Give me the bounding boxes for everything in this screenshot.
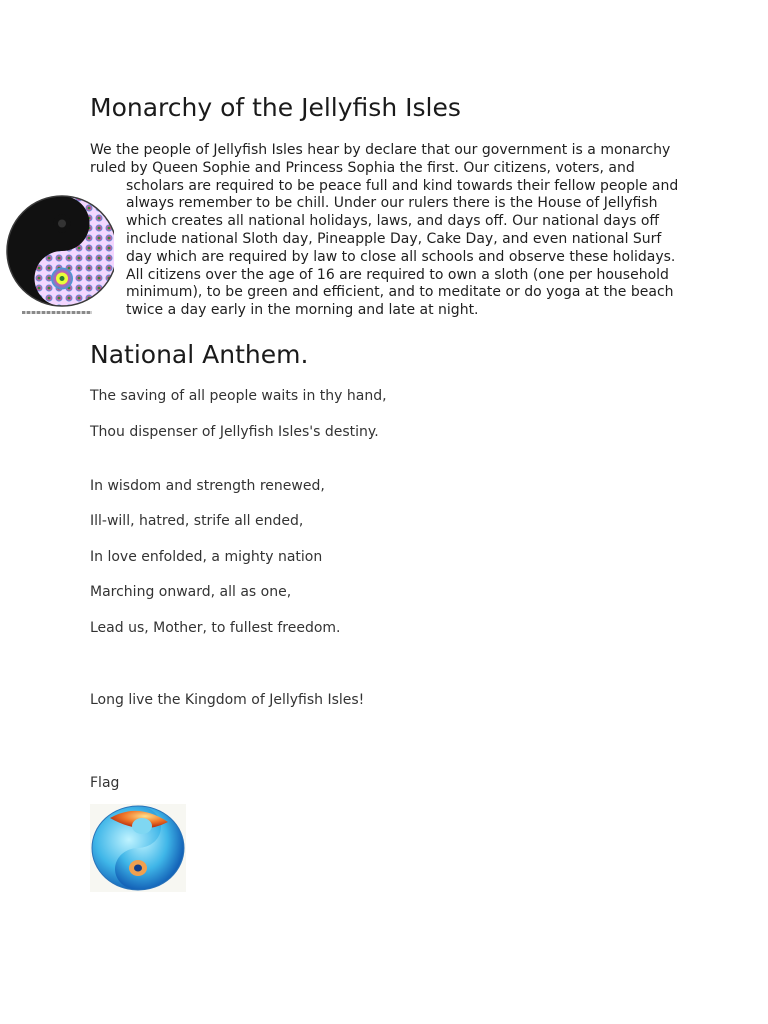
intro-line: which creates all national holidays, laws, and days off. Our national days off (126, 213, 660, 230)
intro-line: always remember to be chill. Under our rulers there is the House of Jellyfish (126, 195, 658, 212)
intro-line: We the people of Jellyfish Isles hear by declare that our government is a monarchy (90, 142, 671, 158)
intro-line: twice a day early in the morning and late at night. (126, 302, 479, 319)
anthem-line: Thou dispenser of Jellyfish Isles's destiny. (90, 424, 379, 440)
intro-line: day which are required by law to close all schools and observe these holidays. (126, 248, 676, 265)
anthem-line: Marching onward, all as one, (90, 584, 292, 600)
anthem-line: The saving of all people waits in thy hand, (90, 388, 387, 404)
anthem-heading: National Anthem. (90, 340, 309, 369)
yin-yang-flag-icon (90, 804, 186, 892)
anthem-line: In love enfolded, a mighty nation (90, 549, 323, 565)
anthem-line: Lead us, Mother, to fullest freedom. (90, 620, 341, 636)
anthem-line: In wisdom and strength renewed, (90, 478, 325, 494)
intro-line: minimum), to be green and efficient, and to meditate or do yoga at the beach (126, 284, 674, 301)
anthem-line: Ill-will, hatred, strife all ended, (90, 513, 304, 529)
image-caption-mark (22, 311, 92, 314)
anthem-closing-line: Long live the Kingdom of Jellyfish Isles! (90, 692, 365, 708)
intro-line: include national Sloth day, Pineapple Day, Cake Day, and even national Surf (126, 230, 662, 247)
yin-yang-mandala-icon (4, 193, 114, 317)
page-title: Monarchy of the Jellyfish Isles (90, 93, 461, 122)
intro-line: ruled by Queen Sophie and Princess Sophia the first. Our citizens, voters, and (90, 159, 635, 176)
intro-line: scholars are required to be peace full and kind towards their fellow people and (126, 177, 679, 194)
flag-label: Flag (90, 775, 120, 791)
intro-paragraph (90, 142, 680, 320)
intro-line: All citizens over the age of 16 are required to own a sloth (one per household (126, 266, 669, 283)
